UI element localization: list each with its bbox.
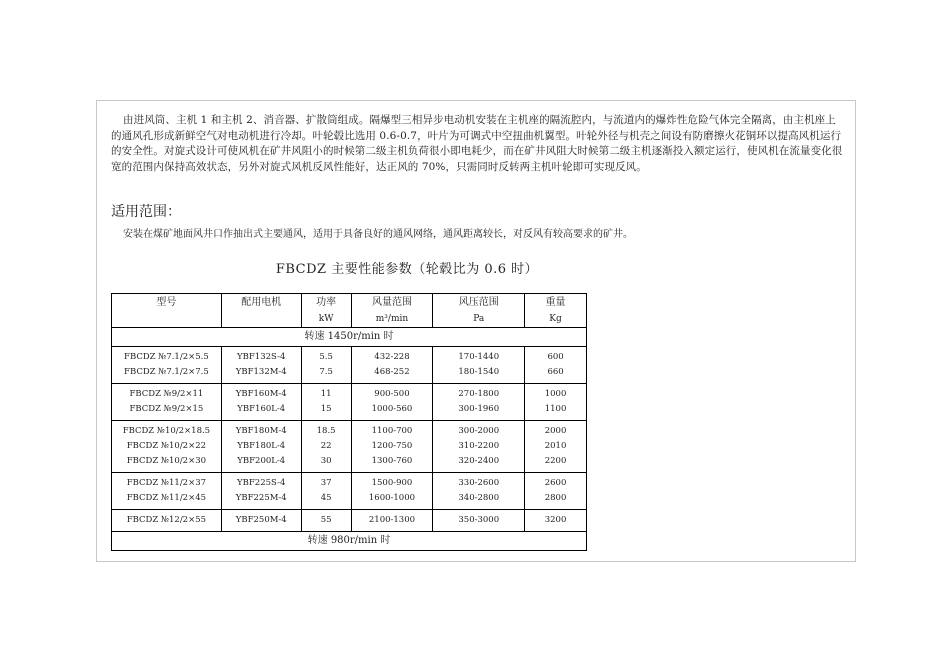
cell-model: FBCDZ №9/2×15 — [112, 402, 222, 421]
table-row — [112, 439, 587, 454]
cell-pressure: 320-2400 — [433, 454, 525, 473]
table-row — [112, 473, 587, 492]
header-model: 型号 — [112, 294, 222, 312]
cell-power: 45 — [301, 491, 351, 510]
cell-airflow: 1500-900 — [351, 473, 433, 492]
cell-power: 7.5 — [301, 365, 351, 384]
cell-power: 18.5 — [301, 421, 351, 440]
cell-airflow: 1600-1000 — [351, 491, 433, 510]
cell-motor: YBF132M-4 — [221, 365, 301, 384]
cell-motor: YBF225M-4 — [221, 491, 301, 510]
table-row — [112, 454, 587, 473]
table-row — [112, 365, 587, 384]
cell-weight: 1100 — [525, 402, 587, 421]
unit-motor — [221, 311, 301, 328]
header-power: 功率 — [301, 294, 351, 312]
cell-model: FBCDZ №11/2×37 — [112, 473, 222, 492]
cell-motor: YBF132S-4 — [221, 347, 301, 366]
header-pressure: 风压范围 — [433, 294, 525, 312]
cell-model: FBCDZ №10/2×22 — [112, 439, 222, 454]
speed-label-bottom: 转速 980r/min 时 — [112, 532, 587, 551]
document-frame — [96, 100, 856, 562]
cell-pressure: 310-2200 — [433, 439, 525, 454]
cell-power: 55 — [301, 510, 351, 532]
cell-airflow: 1300-760 — [351, 454, 433, 473]
table-row — [112, 384, 587, 403]
cell-airflow: 2100-1300 — [351, 510, 433, 532]
cell-pressure: 180-1540 — [433, 365, 525, 384]
cell-pressure: 330-2600 — [433, 473, 525, 492]
cell-weight: 3200 — [525, 510, 587, 532]
unit-weight: Kg — [525, 311, 587, 328]
cell-motor: YBF160L-4 — [221, 402, 301, 421]
cell-airflow: 432-228 — [351, 347, 433, 366]
cell-airflow: 1200-750 — [351, 439, 433, 454]
cell-pressure: 300-1960 — [433, 402, 525, 421]
cell-airflow: 468-252 — [351, 365, 433, 384]
cell-model: FBCDZ №7.1/2×5.5 — [112, 347, 222, 366]
header-airflow: 风量范围 — [351, 294, 433, 312]
cell-motor: YBF200L-4 — [221, 454, 301, 473]
cell-power: 15 — [301, 402, 351, 421]
cell-motor: YBF160M-4 — [221, 384, 301, 403]
header-row — [112, 294, 587, 312]
section-title: 适用范围： — [111, 204, 181, 220]
cell-model: FBCDZ №11/2×45 — [112, 491, 222, 510]
speed-label-top: 转速 1450r/min 时 — [112, 328, 587, 347]
cell-airflow: 1100-700 — [351, 421, 433, 440]
cell-weight: 2600 — [525, 473, 587, 492]
cell-pressure: 350-3000 — [433, 510, 525, 532]
unit-power: kW — [301, 311, 351, 328]
cell-weight: 2800 — [525, 491, 587, 510]
cell-motor: YBF180M-4 — [221, 421, 301, 440]
cell-motor: YBF225S-4 — [221, 473, 301, 492]
unit-model — [112, 311, 222, 328]
cell-power: 37 — [301, 473, 351, 492]
cell-model: FBCDZ №10/2×30 — [112, 454, 222, 473]
cell-pressure: 170-1440 — [433, 347, 525, 366]
cell-power: 22 — [301, 439, 351, 454]
cell-model: FBCDZ №9/2×11 — [112, 384, 222, 403]
speed-row-top — [112, 328, 587, 347]
cell-weight: 600 — [525, 347, 587, 366]
cell-weight: 2200 — [525, 454, 587, 473]
cell-weight: 2010 — [525, 439, 587, 454]
cell-weight: 1000 — [525, 384, 587, 403]
cell-airflow: 1000-560 — [351, 402, 433, 421]
table-row — [112, 347, 587, 366]
cell-power: 30 — [301, 454, 351, 473]
performance-table — [111, 293, 587, 551]
cell-model: FBCDZ №12/2×55 — [112, 510, 222, 532]
cell-weight: 2000 — [525, 421, 587, 440]
cell-model: FBCDZ №7.1/2×7.5 — [112, 365, 222, 384]
unit-airflow: m³/min — [351, 311, 433, 328]
cell-power: 11 — [301, 384, 351, 403]
table-row — [112, 421, 587, 440]
cell-weight: 660 — [525, 365, 587, 384]
intro-paragraph: 由进风筒、主机 1 和主机 2、消音器、扩散筒组成。隔爆型三相异步电动机安装在主机座的隔流腔内，与流道内的爆炸性危险气体完全隔离，由主机座上的通风孔形成新鲜空气对电动机进行冷却。叶轮毂比选用 0.6-0.7，叶片为可调式中空扭曲机翼型。叶轮外径与机壳之间设有防磨擦火花铜环以提高风机运行的安全性。对旋式设计可使风机在矿井风阻小的时候第二级主机负荷很小即电耗少，而在矿井风阻大时候第二级主机逐渐投入额定运行，使风机在流量变化很宽的范围内保持高效状态，另外对旋式风机反风性能好，达正风的 70%，只需同时反转两主机叶轮即可实现反风。 — [111, 114, 843, 173]
cell-power: 5.5 — [301, 347, 351, 366]
table-row — [112, 402, 587, 421]
table-title: FBCDZ 主要性能参数（轮毂比为 0.6 时） — [275, 262, 539, 277]
cell-airflow: 900-500 — [351, 384, 433, 403]
unit-row — [112, 311, 587, 328]
cell-motor: YBF250M-4 — [221, 510, 301, 532]
cell-model: FBCDZ №10/2×18.5 — [112, 421, 222, 440]
usage-text: 安装在煤矿地面风井口作抽出式主要通风，适用于具备良好的通风网络，通风距离较长，对反风有较高要求的矿井。 — [123, 229, 633, 240]
cell-pressure: 300-2000 — [433, 421, 525, 440]
header-weight: 重量 — [525, 294, 587, 312]
cell-motor: YBF180L-4 — [221, 439, 301, 454]
table-row — [112, 510, 587, 532]
cell-pressure: 340-2800 — [433, 491, 525, 510]
unit-pressure: Pa — [433, 311, 525, 328]
header-motor: 配用电机 — [221, 294, 301, 312]
speed-row-bottom — [112, 532, 587, 551]
table-row — [112, 491, 587, 510]
cell-pressure: 270-1800 — [433, 384, 525, 403]
